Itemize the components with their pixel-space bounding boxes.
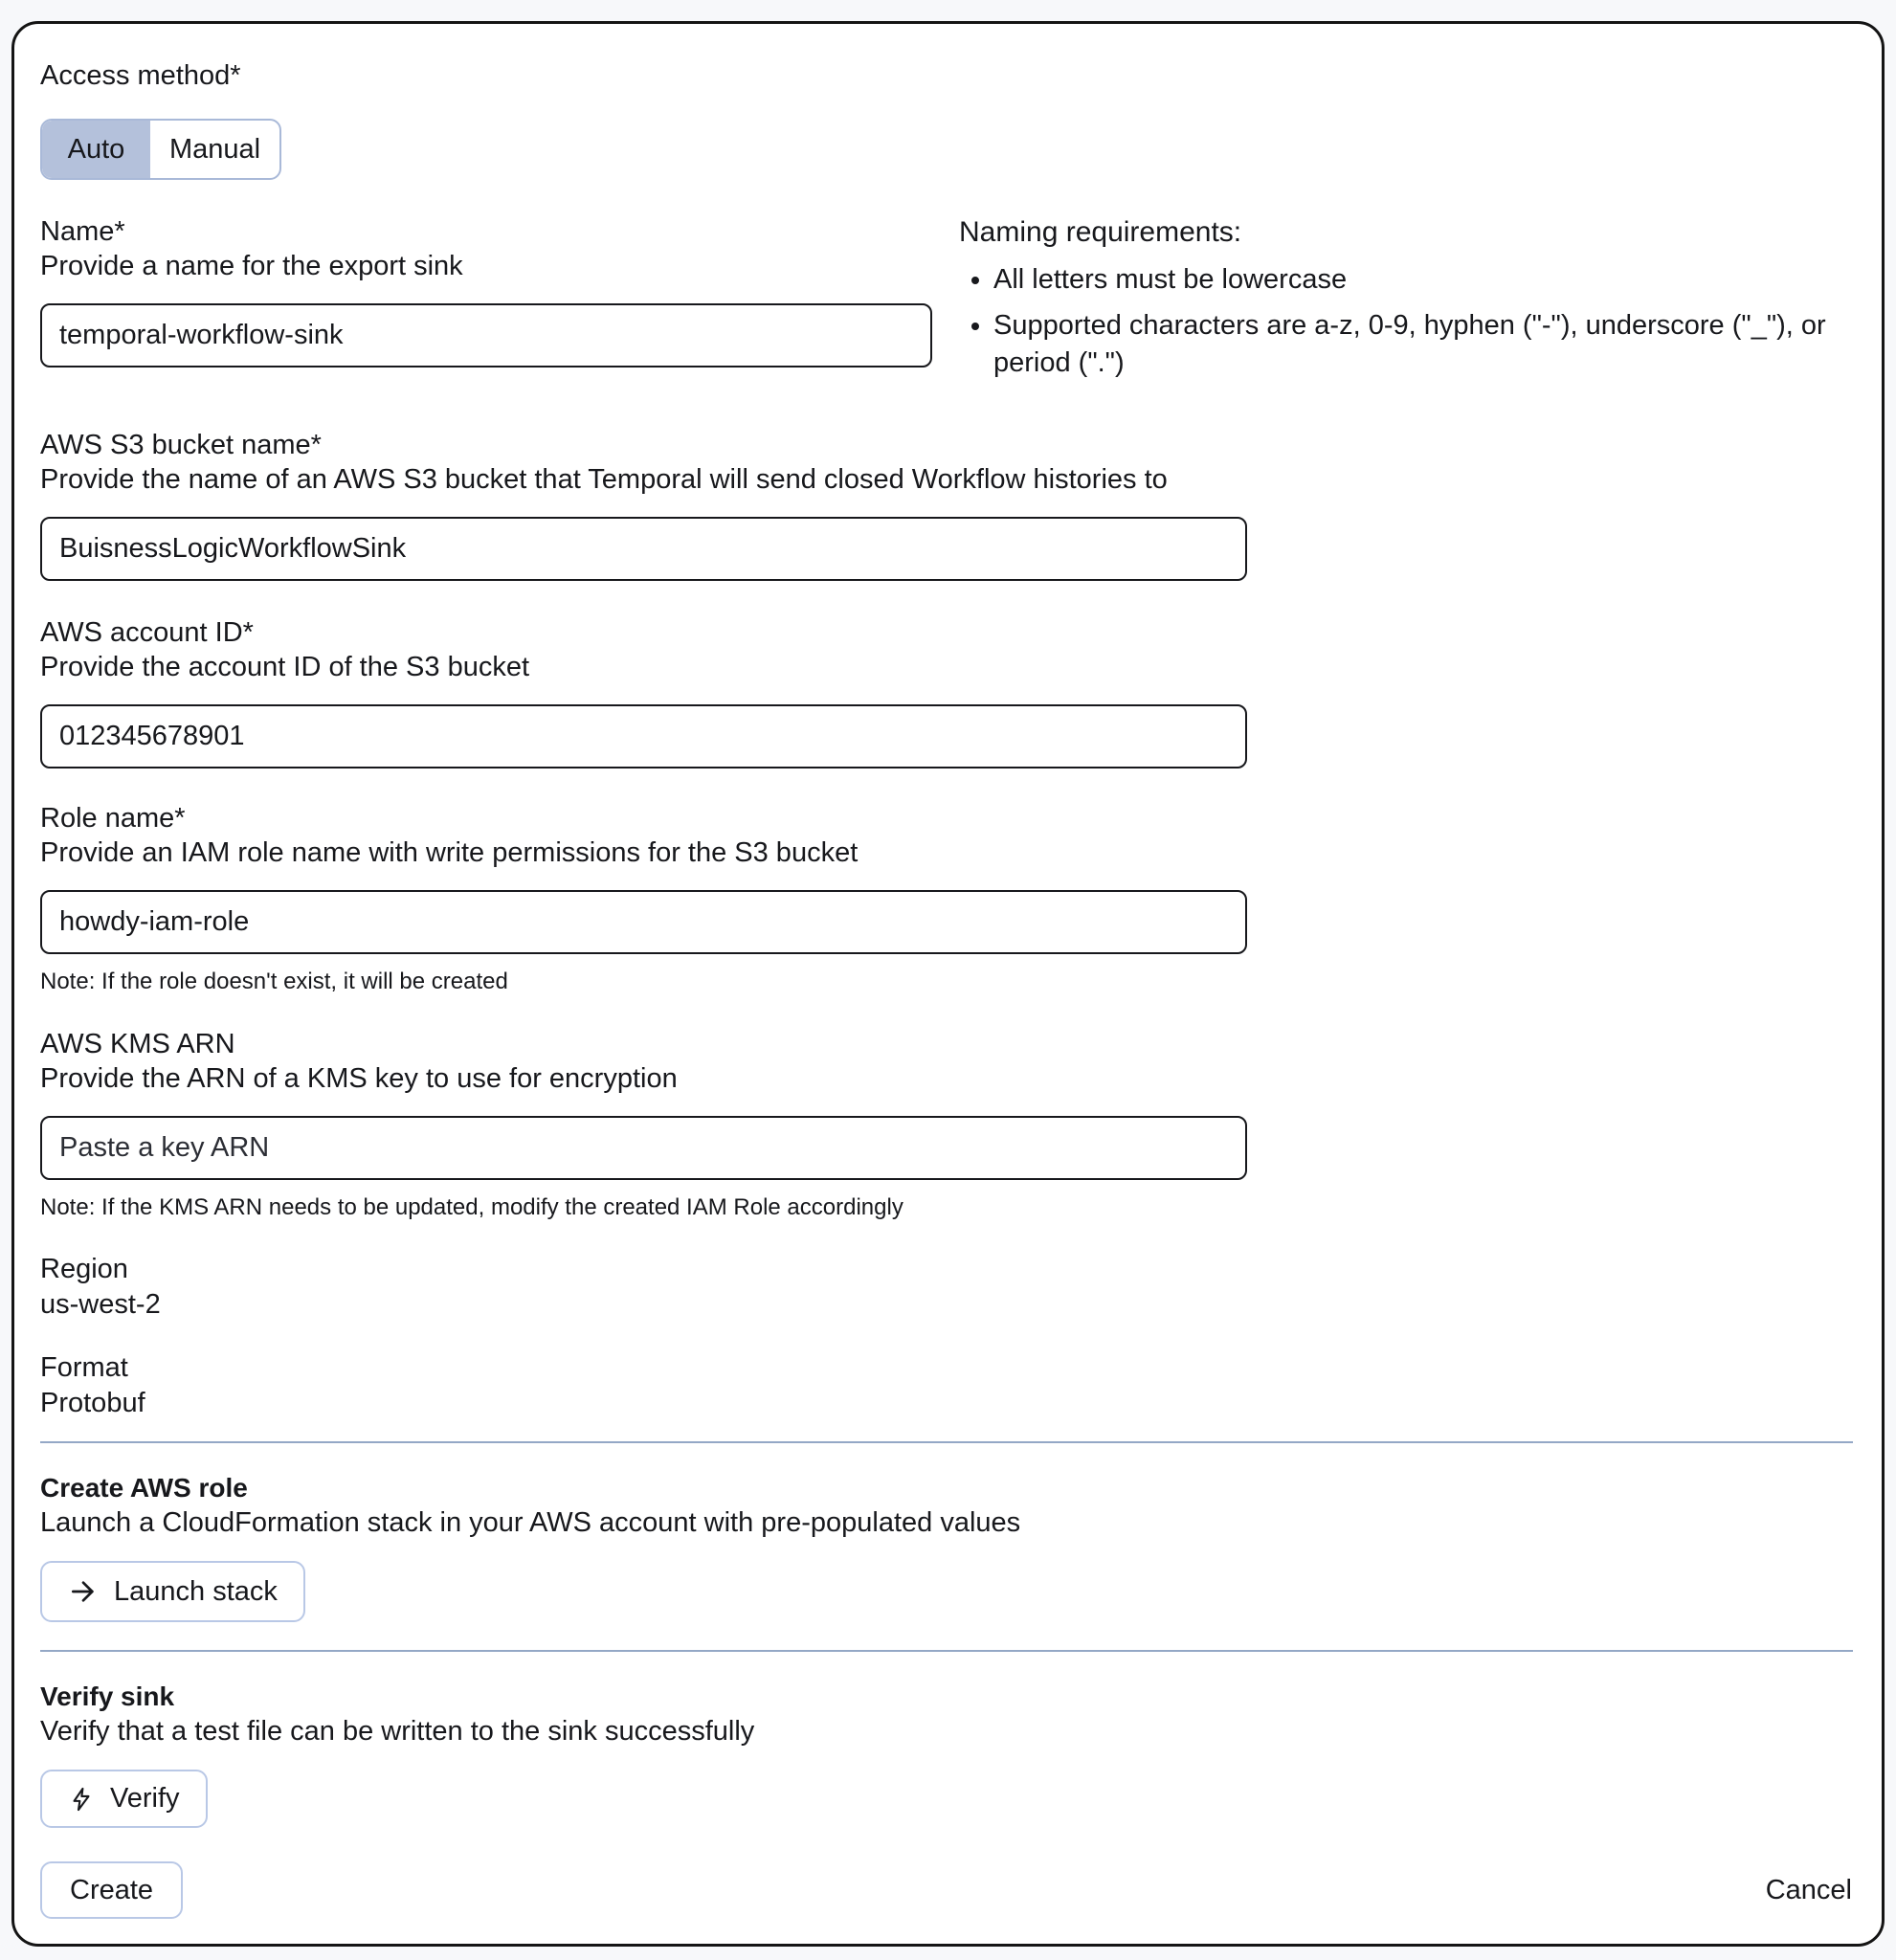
verify-button[interactable] [40,1770,208,1828]
launch-stack-button-label: Launch stack [114,1575,278,1607]
s3-bucket-field-group [40,428,1853,581]
region-group [40,1252,1853,1322]
lightning-bolt-icon [68,1786,95,1813]
access-method-option-manual[interactable]: Manual [168,133,261,165]
naming-requirements-list [959,261,1853,382]
access-method-option-auto[interactable]: Auto [42,121,150,178]
naming-requirement-item: • All letters must be lowercase [993,261,1853,299]
format-label: Format [40,1352,128,1383]
verify-button-label: Verify [110,1783,180,1814]
region-value: us-west-2 [40,1289,161,1320]
s3-bucket-description: Provide the name of an AWS S3 bucket that Temporal will send closed Workflow histories to [40,464,1168,495]
divider [40,1441,1853,1443]
kms-arn-note: Note: If the KMS ARN needs to be updated, modify the created IAM Role accordingly [40,1194,903,1220]
footer-actions [40,1861,1853,1919]
format-group [40,1350,1853,1420]
create-button-label: Create [70,1874,154,1905]
kms-arn-field-group [40,1027,1853,1222]
access-method-toggle [40,119,281,180]
create-aws-role-description: Launch a CloudFormation stack in your AWS account with pre-populated values [40,1507,1021,1538]
s3-bucket-label: AWS S3 bucket name* [40,430,322,460]
region-label: Region [40,1254,128,1284]
naming-requirements [959,214,1853,390]
role-name-field-group [40,801,1853,996]
account-id-input[interactable] [40,704,1247,768]
name-description: Provide a name for the export sink [40,251,463,281]
cancel-link[interactable]: Cancel [1765,1874,1852,1905]
account-id-field-group [40,615,1853,768]
s3-bucket-input[interactable] [40,517,1247,581]
divider [40,1650,1853,1652]
format-value: Protobuf [40,1388,145,1418]
export-sink-form-card [11,21,1885,1947]
naming-requirements-title: Naming requirements: [959,216,1242,248]
role-name-description: Provide an IAM role name with write permissions for the S3 bucket [40,837,859,868]
name-row [40,214,1853,390]
account-id-label: AWS account ID* [40,617,254,648]
role-name-input[interactable] [40,890,1247,954]
kms-arn-label: AWS KMS ARN [40,1029,235,1059]
create-button[interactable] [40,1861,183,1919]
launch-stack-button[interactable] [40,1561,305,1622]
role-name-note: Note: If the role doesn't exist, it will be created [40,969,508,994]
name-input[interactable] [40,303,932,368]
verify-sink-description: Verify that a test file can be written to the sink successfully [40,1716,755,1747]
role-name-label: Role name* [40,803,186,834]
account-id-description: Provide the account ID of the S3 bucket [40,652,530,682]
verify-sink-title: Verify sink [40,1682,175,1711]
arrow-right-icon [68,1576,99,1607]
create-aws-role-title: Create AWS role [40,1473,248,1503]
name-label: Name* [40,216,125,247]
name-field-group [40,214,932,390]
access-method-label: Access method* [40,60,241,91]
kms-arn-input[interactable] [40,1116,1247,1180]
naming-requirement-item: • Supported characters are a-z, 0-9, hyphen ("-"), underscore ("_"), or period (".") [993,307,1853,382]
kms-arn-description: Provide the ARN of a KMS key to use for encryption [40,1063,678,1094]
